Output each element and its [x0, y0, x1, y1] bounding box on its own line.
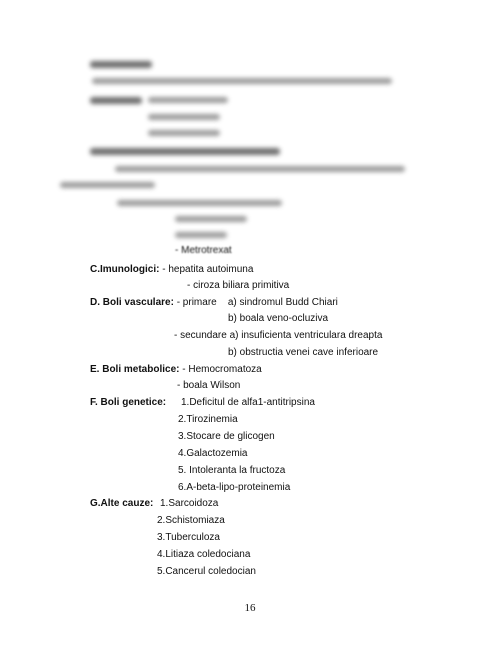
imunologici-item: - ciroza biliara primitiva	[187, 280, 290, 291]
vasculare-row	[90, 297, 338, 309]
metabolice-heading: E. Boli metabolice:	[90, 364, 180, 375]
blurred-line	[115, 166, 405, 172]
blurred-section-heading	[90, 61, 152, 68]
vasculare-item: b) boala veno-ocluziva	[228, 313, 329, 324]
alte-cauze-heading: G.Alte cauze:	[90, 498, 154, 509]
blurred-line	[175, 216, 247, 222]
blurred-line	[148, 114, 220, 120]
blurred-line	[148, 97, 228, 103]
vasculare-item: - secundare a) insuficienta ventriculara dreapta	[174, 330, 383, 341]
blurred-subheading	[90, 97, 142, 104]
list-item: 2.Schistomiaza	[157, 515, 225, 526]
imunologici-row	[90, 264, 253, 276]
vasculare-item: b) obstructia venei cave inferioare	[228, 347, 379, 358]
list-item: 1.Sarcoidoza	[160, 498, 219, 509]
blurred-line	[60, 182, 155, 188]
page-number: 16	[244, 602, 256, 614]
list-item: 1.Deficitul de alfa1-antitripsina	[181, 397, 315, 408]
blurred-line	[148, 130, 220, 136]
blurred-line	[117, 200, 282, 206]
metabolice-row	[90, 364, 262, 376]
list-item: 3.Tuberculoza	[157, 532, 220, 543]
blurred-subheading	[90, 148, 280, 155]
metabolice-item: - Hemocromatoza	[179, 364, 262, 375]
list-item: 5.Cancerul coledocian	[157, 566, 256, 577]
vasculare-heading: D. Boli vasculare:	[90, 297, 174, 308]
list-item: 2.Tirozinemia	[178, 414, 238, 425]
imunologici-heading: C.Imunologici:	[90, 264, 160, 275]
blurred-line	[92, 78, 392, 84]
genetice-heading: F. Boli genetice:	[90, 397, 167, 408]
blurred-line	[175, 232, 227, 238]
list-item: 4.Litiaza coledociana	[157, 549, 251, 560]
list-item: 5. Intoleranta la fructoza	[178, 465, 286, 476]
vasculare-item: - primare a) sindromul Budd Chiari	[173, 297, 338, 308]
list-item: 4.Galactozemia	[178, 448, 248, 459]
imunologici-item: - hepatita autoimuna	[159, 264, 254, 275]
list-item: 3.Stocare de glicogen	[178, 431, 275, 442]
metabolice-item: - boala Wilson	[177, 380, 241, 391]
metrotrexat-line: - Metrotrexat	[175, 245, 232, 256]
list-item: 6.A-beta-lipo-proteinemia	[178, 482, 291, 493]
